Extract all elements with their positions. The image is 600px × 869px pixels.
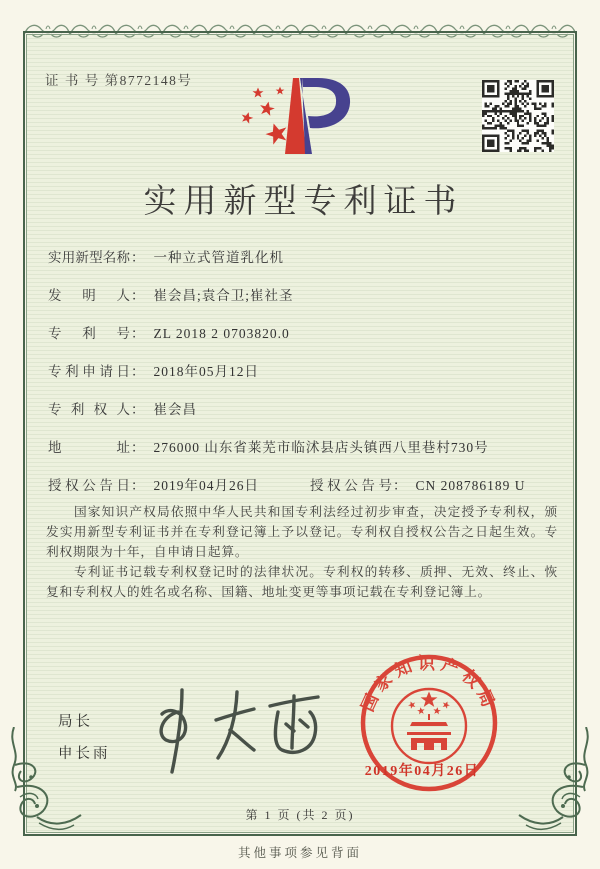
- certificate-body: [46, 502, 558, 602]
- national-emblem-icon: [392, 689, 466, 763]
- field-row-patentee: 专利权人： 崔会昌: [48, 398, 560, 420]
- field-value: CN 208786189 U: [415, 478, 526, 493]
- field-value: 一种立式管道乳化机: [153, 250, 284, 265]
- field-row-inventors: 发明人： 崔会昌;袁合卫;崔社圣: [48, 284, 560, 306]
- field-value: ZL 2018 2 0703820.0: [153, 326, 290, 341]
- paragraph-2: 专利证书记载专利权登记时的法律状况。专利权的转移、质押、无效、终止、恢复和专利权人的姓名或名称、国籍、地址变更等事项记载在专利登记簿上。: [46, 565, 558, 599]
- field-value: 崔会昌: [153, 402, 197, 417]
- top-border-ornament: [24, 20, 576, 42]
- back-note: 其他事项参见背面: [237, 846, 362, 860]
- paragraph-1: 国家知识产权局依照中华人民共和国专利法经过初步审查，决定授予专利权，颁发实用新型专利证书并在专利登记簿上予以登记。专利权自授权公告之日起生效。专利权期限为十年，自申请日起算。: [46, 505, 558, 559]
- certificate-title: 实用新型专利证书: [143, 184, 464, 220]
- field-row-name: 实用新型名称： 一种立式管道乳化机: [48, 246, 560, 268]
- field-value: 2018年05月12日: [153, 364, 259, 379]
- page-number: 第 1 页 (共 2 页): [245, 808, 355, 822]
- field-label: 专利申请日: [48, 364, 130, 379]
- director-name: 申长雨: [58, 746, 111, 762]
- field-row-grant: 授权公告日： 2019年04月26日 授权公告号： CN 208786189 U: [48, 474, 560, 496]
- seal-text: 国家知识产权局: [358, 653, 500, 715]
- field-row-patent-no: 专利号： ZL 2018 2 0703820.0: [48, 322, 560, 344]
- director-title: 局长: [58, 714, 93, 730]
- certificate-number: 证 书 号 第8772148号: [45, 73, 193, 88]
- field-row-filing-date: 专利申请日： 2018年05月12日: [48, 360, 560, 382]
- qr-code: [482, 80, 554, 152]
- field-label: 专利权人: [48, 402, 130, 417]
- field-label: 授权公告日: [48, 478, 130, 493]
- field-label: 地址: [48, 440, 130, 455]
- seal-date: 2019年04月26日: [364, 764, 480, 779]
- handwritten-signature-icon: [142, 682, 334, 778]
- field-label: 授权公告号: [310, 478, 392, 493]
- svg-text:国家知识产权局: [358, 654, 500, 715]
- field-value: 崔会昌;袁合卫;崔社圣: [153, 288, 294, 303]
- signature-block: [58, 710, 111, 774]
- patent-office-logo-icon: [236, 72, 360, 160]
- field-label: 专利号: [48, 326, 130, 341]
- field-value: 276000 山东省莱芜市临沭县店头镇西八里巷村730号: [153, 440, 489, 455]
- field-label: 实用新型名称: [48, 250, 130, 265]
- field-value: 2019年04月26日: [153, 478, 259, 493]
- field-label: 发明人: [48, 288, 130, 303]
- certificate-fields: [48, 246, 560, 512]
- field-row-address: 地址： 276000 山东省莱芜市临沭县店头镇西八里巷村730号: [48, 436, 560, 458]
